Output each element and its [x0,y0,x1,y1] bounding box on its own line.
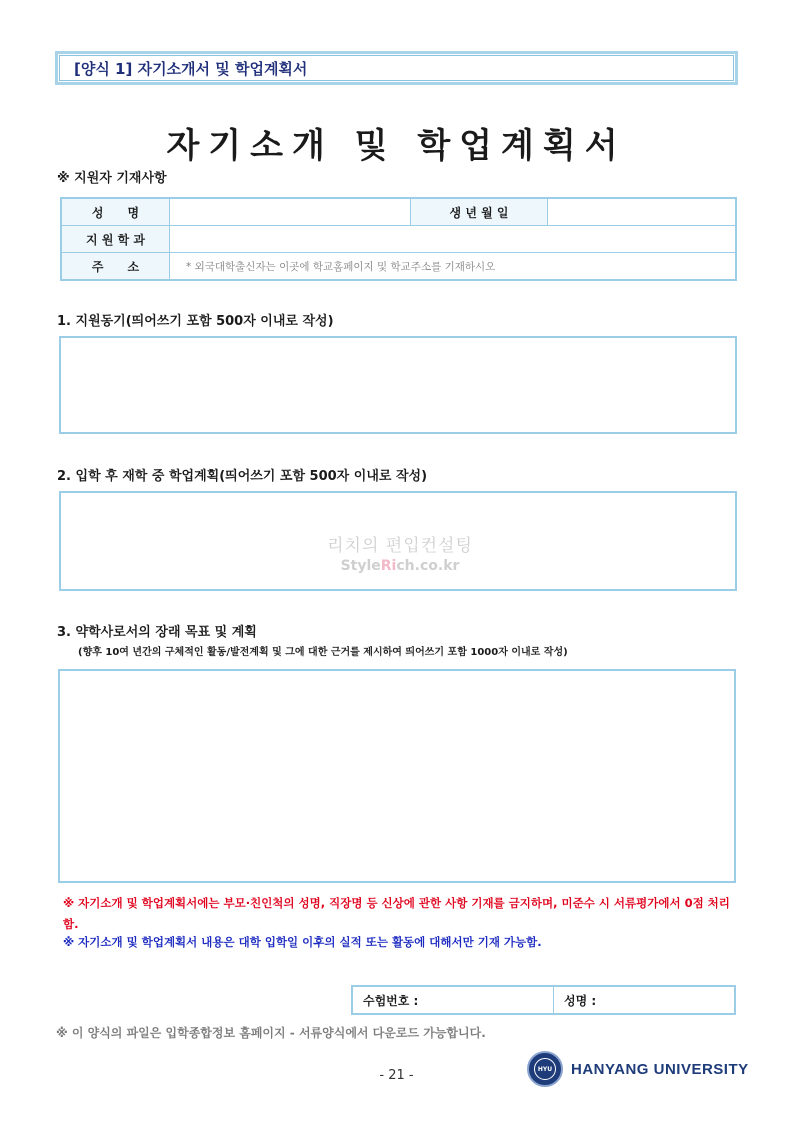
table-row [61,198,736,226]
question-2-title: 2. 입학 후 재학 중 학업계획(띄어쓰기 포함 500자 이내로 작성) [57,469,428,484]
department-field[interactable] [170,226,737,253]
name-label: 성 명 [61,198,170,226]
signature-table [351,985,736,1015]
download-note: ※ 이 양식의 파일은 입학종합정보 홈페이지 - 서류양식에서 다운로드 가능합니다. [56,1026,486,1040]
address-label: 주 소 [61,253,170,281]
birthdate-field[interactable] [548,198,737,226]
watermark-script: 리치의 편입컨설팅 [327,536,473,556]
question-3-title: 3. 약학사로서의 장래 목표 및 계획 [57,625,257,640]
name-field[interactable] [170,198,411,226]
university-logo [527,1051,749,1087]
table-row [352,986,735,1014]
applicant-section-note: ※ 지원자 기재사항 [57,171,167,186]
table-row [61,253,736,281]
form-label-box [55,51,738,85]
question-3-subtitle: (향후 10여 년간의 구체적인 활동/발전계획 및 그에 대한 근거를 제시하여 띄어쓰기 포함 1000자 이내로 작성) [78,647,568,658]
signature-name-field[interactable]: 성명 : [554,986,736,1014]
document-title: 자기소개 및 학업계획서 [166,126,627,166]
question-1-title: 1. 지원동기(띄어쓰기 포함 500자 이내로 작성) [57,314,334,329]
seal-text: HYU [534,1058,556,1080]
question-1-answer-box[interactable] [59,336,737,434]
watermark-url: StyleRich.co.kr [340,558,460,574]
applicant-info-table [60,197,737,281]
university-seal-icon [527,1051,563,1087]
exam-number-field[interactable]: 수험번호 : [352,986,554,1014]
watermark [320,531,480,574]
question-3-answer-box[interactable] [58,669,736,883]
department-label: 지 원 학 과 [61,226,170,253]
address-field[interactable]: * 외국대학출신자는 이곳에 학교홈페이지 및 학교주소를 기재하시오 [170,253,737,281]
table-row [61,226,736,253]
warning-activity-period: ※ 자기소개 및 학업계획서 내용은 대학 입학일 이후의 실적 또는 활동에 대해서만 기재 가능함. [63,935,542,949]
warning-personal-info: ※ 자기소개 및 학업계획서에는 부모·친인척의 성명, 직장명 등 신상에 관한 사항 기재를 금지하며, 미준수 시 서류평가에서 0점 처리함. [63,896,730,931]
birthdate-label: 생 년 월 일 [411,198,548,226]
university-name: HANYANG UNIVERSITY [571,1060,749,1078]
form-label: [양식 1] 자기소개서 및 학업계획서 [59,55,734,81]
page-number: - 21 - [379,1068,414,1083]
